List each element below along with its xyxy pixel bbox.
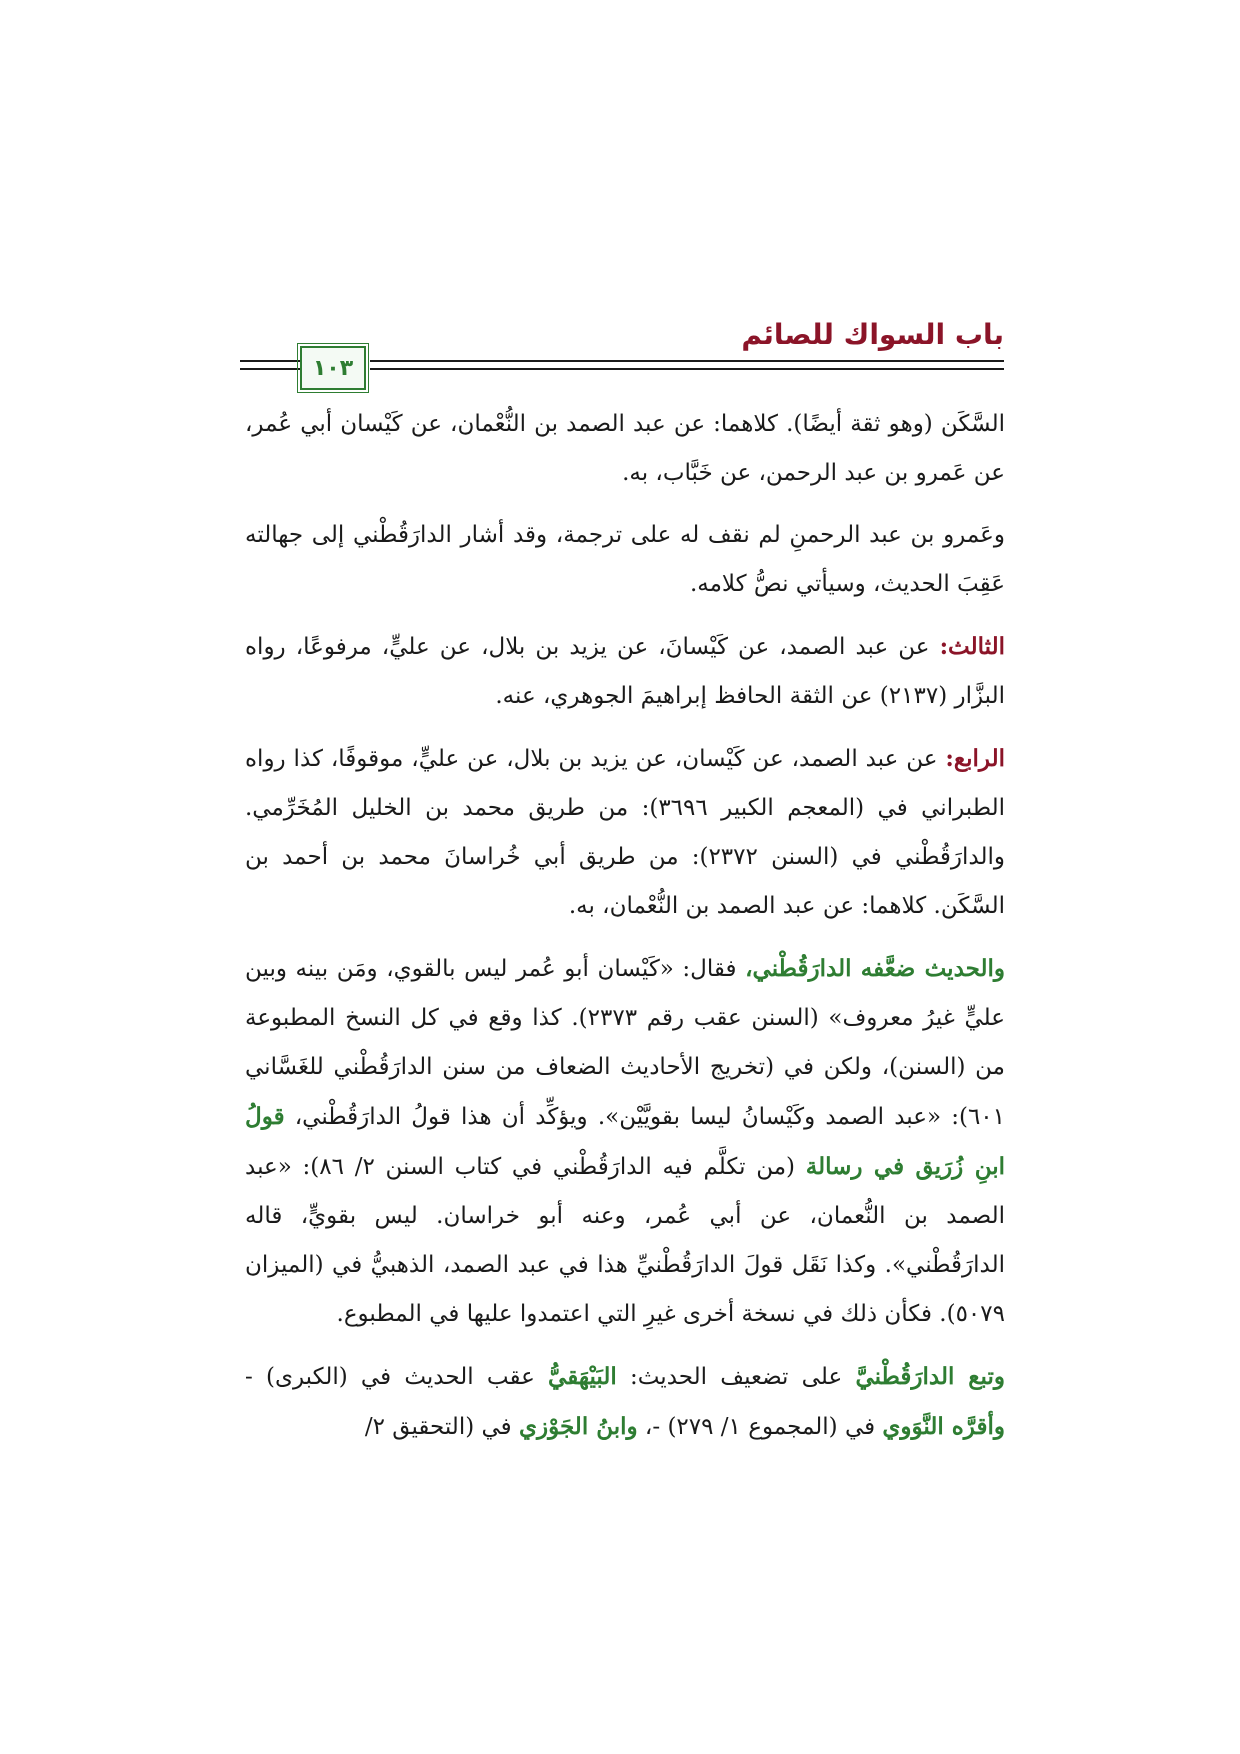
paragraph-text: (من تكلَّم فيه الدارَقُطْني في كتاب السنن ٢/ ٨٦): «عبد الصمد بن النُّعمان، عن أبي عُمر، وعنه أبو خراسان. ليس بقويٍّ، قاله الدارَقُطْني». وكذا نَقَل قولَ الدارَقُطْنيِّ هذا في عبد الصمد، الذهبيُّ في (الميزان ٥٠٧٩). فكأن ذلك في نسخة أخرى غيرِ التي اعتمدوا عليها في المطبوع. [245,1154,1005,1327]
paragraph-text: فقال: «كَيْسان أبو عُمر ليس بالقوي، ومَن بينه وبين عليٍّ غيرُ معروف» (السنن عقب رقم ٢٣٧٣). كذا وقع في كل النسخ المطبوعة من (السنن)، ولكن في (تخريج الأحاديث الضعاف من سنن الدارَقُطْني للغَسَّاني ٦٠١): «عبد الصمد وكَيْسانُ ليسا بقويَّيْن». ويؤكِّد أن هذا قولُ الدارَقُطْني، [245,956,1005,1130]
paragraph [245,1352,1005,1452]
highlight-phrase: وتبع الدارَقُطْنيَّ [855,1363,1006,1390]
paragraph-text: عن عبد الصمد، عن كَيْسان، عن يزيد بن بلال، عن عليٍّ، موقوفًا، كذا رواه الطبراني في (المعجم الكبير ٣٦٩٦): من طريق محمد بن الخليل المُخَرِّمي. والدارَقُطْني في (السنن ٢٣٧٢): من طريق أبي خُراسانَ محمد بن أحمد بن السَّكَن. كلاهما: عن عبد الصمد بن النُّعْمان، به. [245,746,1006,919]
paragraph-text: على تضعيف الحديث: [616,1364,856,1390]
paragraph: وعَمرو بن عبد الرحمنِ لم نقف له على ترجمة، وقد أشار الدارَقُطْني إلى جهالته عَقِبَ الحديث، وسيأتي نصُّ كلامه. [245,522,1005,597]
highlight-phrase: وابنُ الجَوْزي [518,1413,638,1440]
page-number: ١٠٣ [312,355,354,381]
highlight-phrase: قولُ ابنِ زُرَيق في رسالة [245,1103,1006,1180]
header-rule [370,360,1004,362]
page-header [240,318,1004,388]
header-rule [240,368,300,370]
main-text [245,400,1005,1465]
highlight-phrase: وأقرَّه النَّوَوي [882,1413,1005,1440]
page-number-badge [300,346,366,390]
highlight-phrase: والحديث ضعَّفه الدارَقُطْني، [745,955,1006,982]
paragraph [245,944,1005,1339]
paragraph-text: عقب الحديث في (الكبرى) - [245,1364,549,1390]
highlight-phrase: البَيْهَقيُّ [548,1363,617,1390]
paragraph-text: عن عبد الصمد، عن كَيْسانَ، عن يزيد بن بلال، عن عليٍّ، مرفوعًا، رواه البزَّار (٢١٣٧) عن الثقة الحافظ إبراهيمَ الجوهري، عنه. [245,634,1005,709]
paragraph-text: في (المجموع ١/ ٢٧٩) -، [637,1414,883,1440]
paragraph [245,622,1005,721]
paragraph-text: في (التحقيق ٢/ [364,1414,519,1440]
chapter-title: باب السواك للصائم [741,318,1004,351]
section-label: الثالث: [939,633,1005,660]
paragraph: السَّكَن (وهو ثقة أيضًا). كلاهما: عن عبد الصمد بن النُّعْمان، عن كَيْسان أبي عُمر، عن عَمرو بن عبد الرحمن، عن خَبَّاب، به. [245,411,1005,486]
header-rule [370,368,1004,370]
header-rule [240,360,300,362]
section-label: الرابع: [945,745,1005,772]
paragraph [245,734,1005,931]
